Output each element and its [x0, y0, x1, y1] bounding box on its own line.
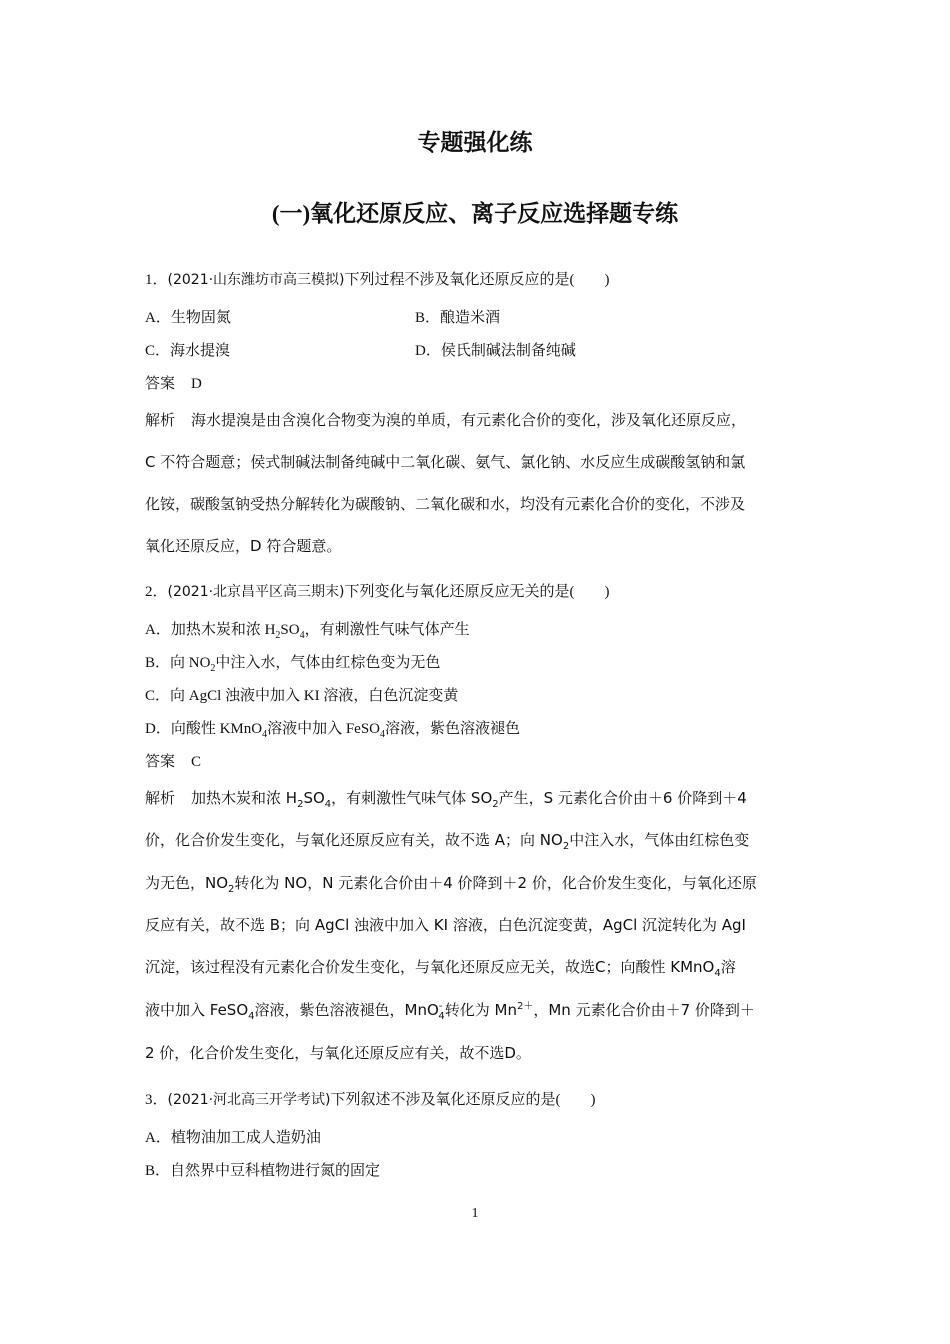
question-text: 下列过程不涉及氧化还原反应的是( )	[344, 272, 610, 288]
q3-option-b: B．自然界中豆科植物进行氮的固定	[145, 1163, 381, 1179]
q2-option-c: C．向 AgCl 浊液中加入 KI 溶液，白色沉淀变黄	[145, 688, 459, 704]
q1-analysis-line-1	[145, 409, 746, 430]
question-3-stem	[145, 1088, 596, 1109]
question-number: 1．	[145, 272, 168, 288]
q2-analysis-line-1: 解析 加热木炭和浓 $H_2SO_4$，有刺激性气味气体 $SO_2$产生，S 元素化合价由＋6 价降到＋4	[145, 789, 747, 810]
analysis-label: 解析	[145, 789, 176, 807]
q2-analysis-line-6: 液中加入 FeSO$_4$溶液，紫色溶液褪色，MnO-$_4$转化为 $Mn^{2+}$，Mn 元素化合价由＋7 价降到＋	[145, 1001, 755, 1022]
question-text: 下列变化与氧化还原反应无关的是( )	[344, 584, 610, 600]
q1-analysis-line-2: C 不符合题意；侯式制碱法制备纯碱中二氧化碳、氨气、氯化钠、水反应生成碳酸氢钠和氯	[145, 453, 746, 471]
q1-option-c: C．海水提溴	[145, 343, 231, 359]
analysis-text: 海水提溴是由含溴化合物变为溴的单质，有元素化合价的变化，涉及氧化还原反应，	[191, 411, 747, 429]
page-subtitle: (一)氧化还原反应、离子反应选择题专练	[271, 201, 679, 226]
analysis-label: 解析	[145, 411, 176, 429]
q2-analysis-line-3: 为无色，$NO_2$转化为 NO，N 元素化合价由＋4 价降到＋2 价，化合价发生变化，与氧化还原	[145, 874, 757, 895]
q1-option-a: A．生物固氮	[145, 310, 231, 326]
q1-option-b: B．酿造米酒	[415, 310, 501, 326]
q1-option-d: D．侯氏制碱法制备纯碱	[415, 343, 576, 359]
page-title: 专题强化练	[417, 130, 533, 155]
q2-option-a: A．加热木炭和浓 $H_2SO_4$，有刺激性气味气体产生	[145, 622, 470, 641]
q2-analysis-line-5: 沉淀，该过程没有元素化合价发生变化，与氧化还原反应无关，故选C；向酸性 KMnO$_4$溶	[145, 958, 736, 979]
q3-option-a: A．植物油加工成人造奶油	[145, 1130, 321, 1146]
answer-label: 答案	[145, 754, 176, 770]
q2-analysis-line-2: 价，化合价发生变化，与氧化还原反应有关，故不选 A；向 $NO_2$中注入水，气体由红棕色变	[145, 831, 750, 852]
question-source: (2021·山东潍坊市高三模拟)	[167, 272, 345, 288]
q2-analysis-line-7: 2 价，化合价发生变化，与氧化还原反应有关，故不选D。	[145, 1044, 531, 1062]
question-2-stem	[145, 580, 610, 601]
answer-value: C	[191, 754, 202, 770]
q2-analysis-line-4: 反应有关，故不选 B；向 AgCl 浊液中加入 KI 溶液，白色沉淀变黄，AgCl 沉淀转化为 AgI	[145, 916, 746, 934]
q1-analysis-line-4: 氧化还原反应，D 符合题意。	[145, 537, 342, 555]
q1-analysis-line-3: 化铵，碳酸氢钠受热分解转化为碳酸钠、二氧化碳和水，均没有元素化合价的变化，不涉及	[145, 495, 746, 513]
q2-answer	[145, 750, 201, 771]
question-text: 下列叙述不涉及氧化还原反应的是( )	[330, 1092, 596, 1108]
question-source: (2021·河北高三开学考试)	[167, 1092, 331, 1108]
question-1-stem	[145, 268, 610, 289]
page-number: 1	[471, 1206, 479, 1221]
question-number: 3．	[145, 1092, 168, 1108]
question-number: 2．	[145, 584, 168, 600]
q1-answer	[145, 372, 202, 393]
answer-label: 答案	[145, 376, 176, 392]
q2-option-b: B．向 $NO_2$中注入水，气体由红棕色变为无色	[145, 655, 441, 674]
q2-option-d: D．向酸性 KMnO$_4$溶液中加入 FeSO$_4$溶液，紫色溶液褪色	[145, 721, 521, 740]
question-source: (2021·北京昌平区高三期末)	[167, 584, 345, 600]
answer-value: D	[191, 376, 202, 392]
